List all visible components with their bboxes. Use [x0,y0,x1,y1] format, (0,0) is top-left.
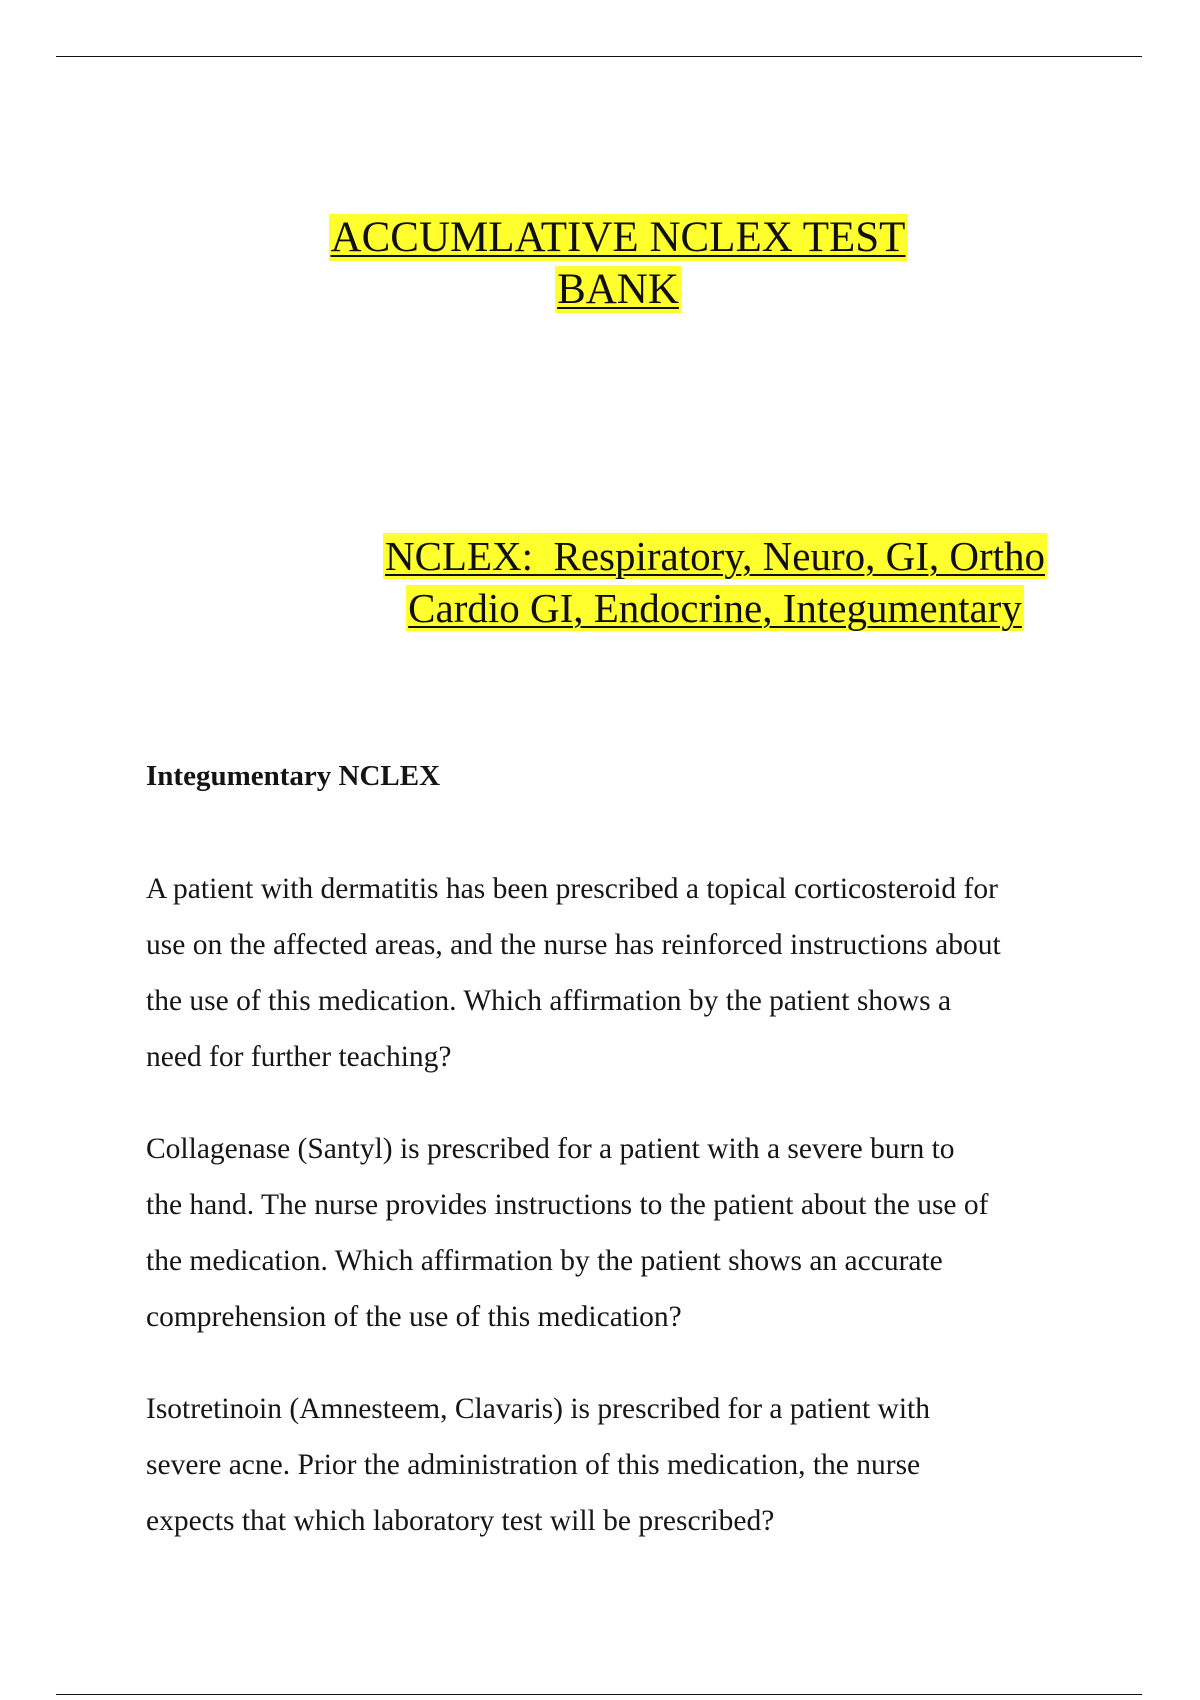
subtitle-line-2: Cardio GI, Endocrine, Integumentary [408,585,1022,631]
top-rule [56,56,1142,57]
question-1 [146,861,1001,1085]
question-line: severe acne. Prior the administration of this medication, the nurse [146,1449,921,1481]
question-line: the medication. Which affirmation by the patient shows an accurate [146,1245,943,1277]
question-line: need for further teaching? [146,1041,452,1073]
document-title [312,212,924,316]
section-heading: Integumentary NCLEX [146,760,441,792]
title-line [312,212,924,264]
subtitle-line [350,582,1080,634]
question-3 [146,1381,930,1549]
question-line: expects that which laboratory test will be prescribed? [146,1505,775,1537]
question-line: Collagenase (Santyl) is prescribed for a patient with a severe burn to [146,1133,955,1165]
question-line: the hand. The nurse provides instructions to the patient about the use of [146,1189,989,1221]
subtitle-line [350,530,1080,582]
question-line: comprehension of the use of this medication? [146,1301,682,1333]
title-line [312,264,924,316]
question-2 [146,1121,988,1345]
question-line: use on the affected areas, and the nurse has reinforced instructions about [146,929,1001,961]
question-line: the use of this medication. Which affirmation by the patient shows a [146,985,952,1017]
title-line-1: ACCUMLATIVE NCLEX TEST [330,214,906,261]
subtitle-line-1: NCLEX: Respiratory, Neuro, GI, Ortho [384,533,1046,579]
title-line-2: BANK [557,266,679,313]
bottom-rule [56,1694,1142,1695]
document-subtitle [350,530,1080,634]
question-line: A patient with dermatitis has been prescribed a topical corticosteroid for [146,873,998,905]
question-line: Isotretinoin (Amnesteem, Clavaris) is prescribed for a patient with [146,1393,930,1425]
